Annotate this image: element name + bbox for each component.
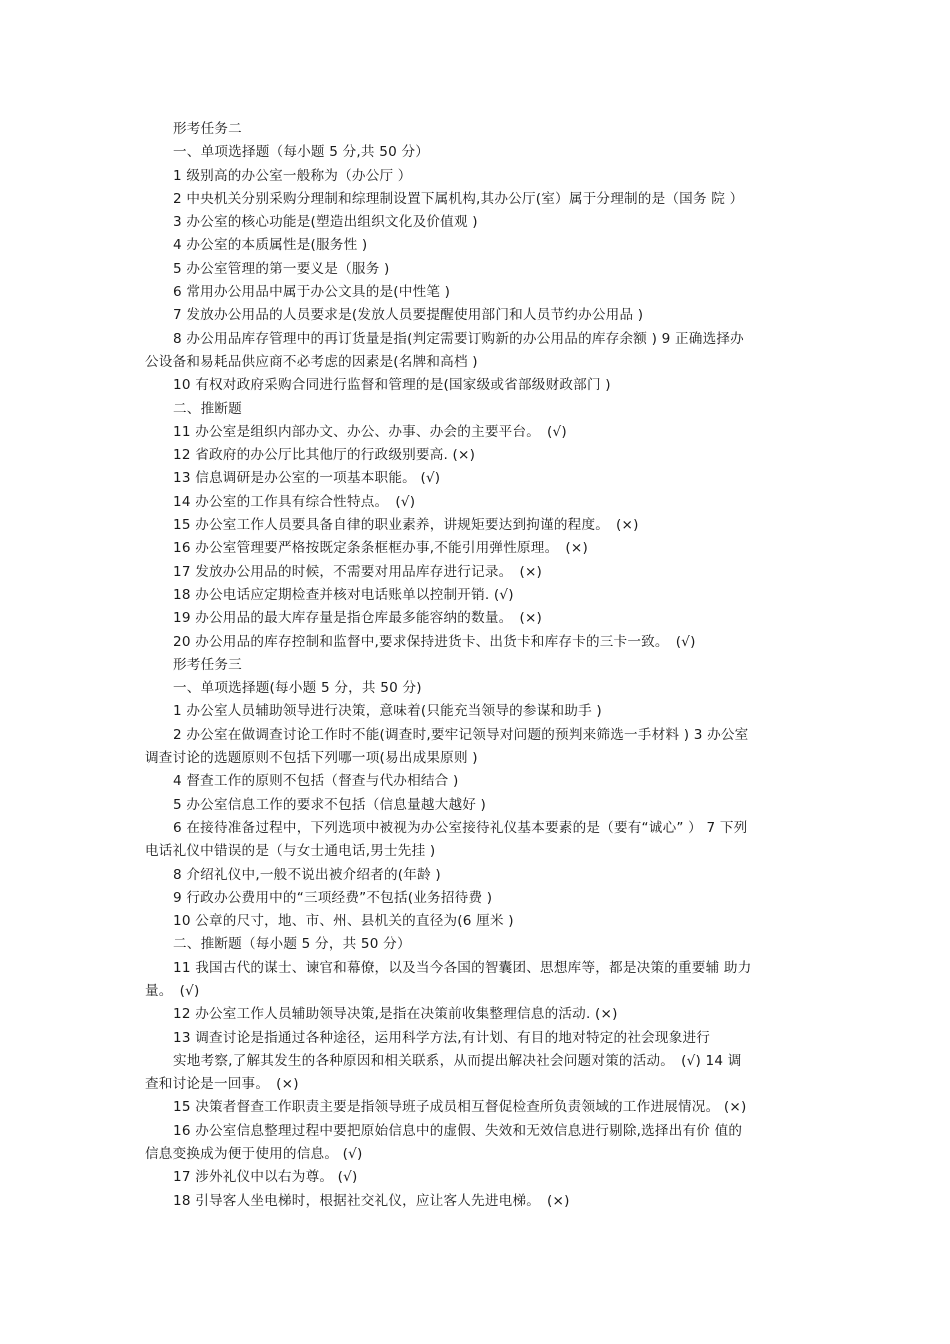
text-line: 11 办公室是组织内部办文、办公、办事、办会的主要平台。 (√)	[173, 423, 567, 440]
text-line: 16 办公室管理要严格按既定条条框框办事,不能引用弹性原理。 (×)	[173, 540, 588, 557]
text-line: 一、单项选择题(每小题 5 分，共 50 分)	[173, 680, 422, 697]
text-line: 公设备和易耗品供应商不必考虑的因素是(名牌和高档 )	[145, 353, 478, 370]
text-line: 20 办公用品的库存控制和监督中,要求保持进货卡、出货卡和库存卡的三卡一致。 (√)	[173, 633, 696, 650]
text-line: 12 省政府的办公厅比其他厅的行政级别要高. (×)	[173, 447, 476, 464]
text-line: 10 有权对政府采购合同进行监督和管理的是(国家级或省部级财政部门 )	[173, 377, 611, 394]
document-body	[145, 118, 800, 1213]
text-line: 4 督查工作的原则不包括（督查与代办相结合 )	[173, 773, 459, 790]
text-line: 11 我国古代的谋士、谏官和幕僚，以及当今各国的智囊团、思想库等，都是决策的重要辅 助力	[173, 959, 752, 976]
text-line: 6 常用办公用品中属于办公文具的是(中性笔 )	[173, 284, 451, 301]
text-line: 3 办公室的核心功能是(塑造出组织文化及价值观 )	[173, 214, 478, 231]
text-line: 一、单项选择题（每小题 5 分,共 50 分）	[173, 144, 430, 161]
text-line: 8 办公用品库存管理中的再订货量是指(判定需要订购新的办公用品的库存余额 ) 9 正确选择办	[173, 330, 744, 347]
text-line: 形考任务二	[173, 121, 242, 137]
text-line: 2 中央机关分别采购分理制和综理制设置下属机构,其办公厅(室）属于分理制的是（国务 院 ）	[173, 190, 744, 207]
text-line: 13 信息调研是办公室的一项基本职能。 (√)	[173, 470, 441, 487]
text-line: 8 介绍礼仪中,一般不说出被介绍者的(年龄 )	[173, 866, 441, 883]
text-line: 15 决策者督查工作职责主要是指领导班子成员相互督促检查所负责领域的工作进展情况。 (×)	[173, 1099, 747, 1116]
text-line: 电话礼仪中错误的是（与女士通电话,男士先挂 )	[145, 843, 436, 860]
text-line: 6 在接待准备过程中，下列选项中被视为办公室接待礼仪基本要素的是（要有“诚心” ） 7 下列	[173, 819, 748, 836]
text-line: 形考任务三	[173, 656, 242, 673]
text-line: 12 办公室工作人员辅助领导决策,是指在决策前收集整理信息的活动. (×)	[173, 1006, 618, 1023]
text-line: 14 办公室的工作具有综合性特点。 (√)	[173, 493, 416, 510]
text-line: 17 发放办公用品的时候，不需要对用品库存进行记录。 (×)	[173, 563, 543, 580]
text-line: 信息变换成为便于使用的信息。 (√)	[145, 1146, 363, 1163]
text-line: 18 引导客人坐电梯时，根据社交礼仪，应让客人先进电梯。 (×)	[173, 1192, 570, 1209]
text-line: 13 调查讨论是指通过各种途径，运用科学方法,有计划、有目的地对特定的社会现象进行	[173, 1029, 711, 1046]
text-line: 调查讨论的选题原则不包括下列哪一项(易出成果原则 )	[145, 750, 478, 767]
text-line: 5 办公室信息工作的要求不包括（信息量越大越好 )	[173, 796, 487, 813]
text-line: 9 行政办公费用中的“三项经费”不包括(业务招待费 )	[173, 889, 493, 906]
text-line: 18 办公电话应定期检查并核对电话账单以控制开销. (√)	[173, 586, 514, 603]
text-line: 16 办公室信息整理过程中要把原始信息中的虚假、失效和无效信息进行剔除,选择出有价 值的	[173, 1122, 743, 1139]
text-line: 1 级别高的办公室一般称为（办公厅 ）	[173, 167, 412, 184]
text-line: 二、推断题（每小题 5 分，共 50 分）	[173, 936, 411, 953]
text-line: 二、推断题	[173, 400, 242, 417]
text-line: 19 办公用品的最大库存量是指仓库最多能容纳的数量。 (×)	[173, 610, 543, 627]
text-line: 2 办公室在做调查讨论工作时不能(调查时,要牢记领导对问题的预判来筛选一手材料 ) 3 办公室	[173, 726, 749, 743]
text-line: 17 涉外礼仪中以右为尊。 (√)	[173, 1169, 358, 1186]
text-line: 15 办公室工作人员要具备自律的职业素养，讲规矩要达到拘谨的程度。 (×)	[173, 517, 639, 534]
text-line: 10 公章的尺寸，地、市、州、县机关的直径为(6 厘米 )	[173, 913, 514, 930]
text-line: 量。 (√)	[145, 982, 200, 999]
text-line: 1 办公室人员辅助领导进行决策，意味着(只能充当领导的参谋和助手 )	[173, 703, 602, 720]
text-line: 5 办公室管理的第一要义是（服务 )	[173, 260, 390, 277]
text-line: 查和讨论是一回事。 (×)	[145, 1076, 299, 1093]
text-line: 实地考察,了解其发生的各种原因和相关联系，从而提出解决社会问题对策的活动。 (√) 14 调	[173, 1052, 742, 1069]
text-line: 4 办公室的本质属性是(服务性 )	[173, 237, 368, 254]
text-line: 7 发放办公用品的人员要求是(发放人员要提醒使用部门和人员节约办公用品 )	[173, 307, 644, 324]
